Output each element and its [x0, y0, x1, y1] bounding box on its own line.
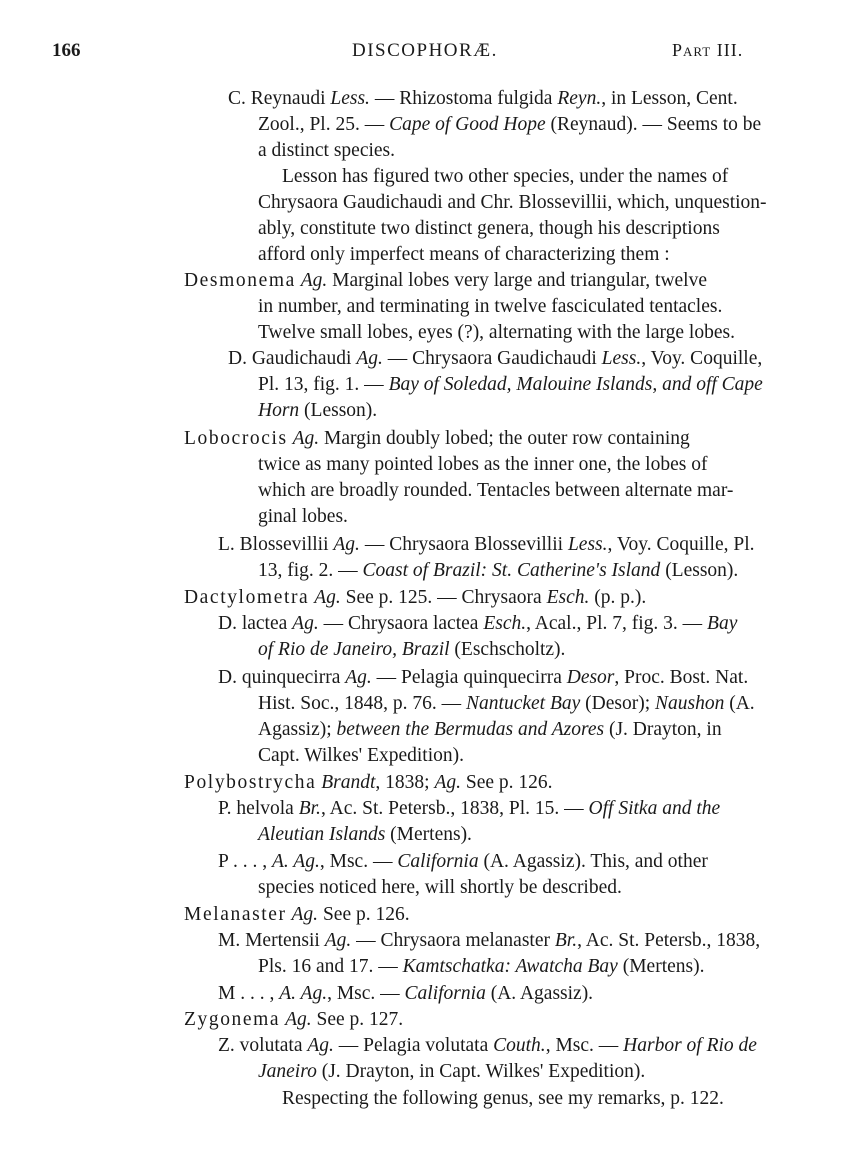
text-segment: — Chrysaora lactea [318, 613, 484, 634]
genus-line [184, 904, 410, 926]
text-segment: Agassiz); [258, 719, 337, 740]
text-segment: Margin doubly lobed; the outer row containing [319, 428, 690, 449]
text-segment: Pl. 13, fig. 1. — [258, 374, 389, 395]
text-segment: which are broadly rounded. Tentacles between alternate mar- [258, 480, 734, 501]
genus-line [184, 428, 690, 450]
part-label: Part III. [672, 40, 744, 60]
page-header [0, 40, 850, 70]
text-segment: L. Blossevillii [218, 534, 334, 555]
text-line [258, 693, 755, 715]
italic-text: Esch. [546, 587, 590, 608]
text-line [228, 348, 762, 370]
text-line [258, 140, 395, 162]
text-segment: (A. Agassiz). This, and other [478, 851, 708, 872]
text-segment: , Acal., Pl. 7, fig. 3. — [526, 613, 708, 634]
italic-text: Ag. [292, 428, 320, 449]
text-segment: Twelve small lobes, eyes (?), alternating with the large lobes. [258, 322, 735, 343]
italic-text: Desor [566, 667, 615, 688]
text-segment: afford only imperfect means of characterizing them : [258, 244, 670, 265]
text-line [258, 374, 763, 396]
text-segment: — Pelagia quinquecirra [371, 667, 567, 688]
text-line [258, 956, 704, 978]
italic-text: Ag. [307, 1035, 334, 1056]
genus-name: Zygonema [184, 1009, 281, 1030]
text-segment: , in Lesson, Cent. [601, 88, 738, 109]
text-segment: (p. p.). [589, 587, 647, 608]
text-line [258, 244, 670, 266]
text-segment: See p. 126. [461, 772, 553, 793]
italic-text: Coast of Brazil: St. Catherine's Island [362, 560, 661, 581]
text-segment: 13, fig. 2. — [258, 560, 363, 581]
text-segment: Marginal lobes very large and triangular, twelve [327, 270, 708, 291]
text-segment: Chrysaora Gaudichaudi and Chr. Blossevillii, which, unquestion- [258, 192, 767, 213]
genus-line [184, 270, 707, 292]
text-segment: See p. 127. [311, 1009, 404, 1030]
text-line [258, 322, 735, 344]
italic-text: Brandt [321, 772, 376, 793]
text-segment: P. helvola [218, 798, 299, 819]
text-line [258, 877, 622, 899]
text-line [218, 983, 593, 1005]
italic-text: A. Ag. [279, 983, 328, 1004]
italic-text: Br. [554, 930, 578, 951]
italic-text: California [397, 851, 479, 872]
text-line [228, 88, 738, 110]
italic-text: Ag. [345, 667, 372, 688]
text-segment: M. Mertensii [218, 930, 325, 951]
italic-text: Reyn. [557, 88, 602, 109]
text-segment: D. quinquecirra [218, 667, 346, 688]
text-segment: , Proc. Bost. Nat. [614, 667, 749, 688]
text-segment: — Rhizostoma fulgida [369, 88, 558, 109]
text-line [282, 1088, 724, 1110]
text-segment: Capt. Wilkes' Expedition). [258, 745, 465, 766]
text-segment: in number, and terminating in twelve fasciculated tentacles. [258, 296, 723, 317]
text-segment: (Reynaud). — Seems to be [545, 114, 762, 135]
text-segment: (Mertens). [385, 824, 472, 845]
text-segment: , Voy. Coquille, Pl. [607, 534, 755, 555]
italic-text: Ag. [314, 587, 341, 608]
italic-text: Ag. [291, 904, 319, 925]
italic-text: Off Sitka and the [588, 798, 721, 819]
italic-text: Aleutian Islands [258, 824, 386, 845]
text-line [258, 480, 733, 502]
text-segment: (A. Agassiz). [485, 983, 594, 1004]
text-line [218, 798, 720, 820]
text-segment: Hist. Soc., 1848, p. 76. — [258, 693, 467, 714]
text-line [218, 613, 737, 635]
italic-text: Cape of Good Hope [389, 114, 546, 135]
text-segment: (J. Drayton, in Capt. Wilkes' Expedition). [316, 1061, 646, 1082]
text-segment: (Mertens). [617, 956, 705, 977]
text-segment: See p. 126. [318, 904, 410, 925]
running-title: DISCOPHORÆ. [352, 40, 498, 61]
genus-name: Dactylometra [184, 587, 310, 608]
genus-line [184, 587, 646, 609]
text-line [258, 218, 720, 240]
text-line [218, 1035, 757, 1057]
italic-text: of Rio de Janeiro, Brazil [258, 639, 450, 660]
text-segment: — Chrysaora Gaudichaudi [382, 348, 602, 369]
italic-text: Ag. [356, 348, 383, 369]
italic-text: Bay [707, 613, 738, 634]
text-segment: , Voy. Coquille, [641, 348, 763, 369]
text-segment: , Ac. St. Petersb., 1838, Pl. 15. — [320, 798, 589, 819]
italic-text: Less. [330, 88, 370, 109]
text-line [258, 824, 472, 846]
italic-text: Harbor of Rio de [623, 1035, 757, 1056]
genus-line [184, 1009, 403, 1031]
text-line [258, 719, 722, 741]
italic-text: Less. [567, 534, 608, 555]
text-line [258, 114, 761, 136]
italic-text: California [404, 983, 486, 1004]
genus-name: Desmonema [184, 270, 296, 291]
italic-text: Less. [601, 348, 642, 369]
text-segment: species noticed here, will shortly be described. [258, 877, 622, 898]
italic-text: Ag. [285, 1009, 312, 1030]
italic-text: Janeiro [258, 1061, 317, 1082]
text-segment: a distinct species. [258, 140, 396, 161]
page-number: 166 [52, 40, 81, 61]
text-segment: — Chrysaora melanaster [351, 930, 555, 951]
text-line [258, 745, 464, 767]
text-segment: , Ac. St. Petersb., 1838, [577, 930, 761, 951]
text-segment: Respecting the following genus, see my remarks, p. 122. [282, 1088, 724, 1109]
italic-text: Kamtschatka: Awatcha Bay [402, 956, 618, 977]
text-line [258, 506, 348, 528]
italic-text: Nantucket Bay [466, 693, 581, 714]
text-segment: , Msc. — [319, 851, 398, 872]
text-segment: (Lesson). [660, 560, 739, 581]
text-segment: , Msc. — [327, 983, 405, 1004]
text-segment: , Msc. — [545, 1035, 624, 1056]
italic-text: Ag. [300, 270, 328, 291]
text-segment: ably, constitute two distinct genera, though his descriptions [258, 218, 720, 239]
text-segment: Lesson has figured two other species, under the names of [282, 166, 729, 187]
text-line [258, 296, 722, 318]
italic-text: Esch. [483, 613, 527, 634]
italic-text: between the Bermudas and Azores [336, 719, 605, 740]
text-segment: See p. 125. — Chrysaora [340, 587, 547, 608]
text-segment: (J. Drayton, in [604, 719, 722, 740]
text-line [258, 454, 707, 476]
text-line [258, 560, 738, 582]
italic-text: Ag. [292, 613, 319, 634]
text-segment: (Lesson). [299, 400, 378, 421]
text-line [258, 400, 377, 422]
italic-text: Ag. [324, 930, 352, 951]
text-segment: (A. [724, 693, 755, 714]
text-segment: — Pelagia volutata [333, 1035, 494, 1056]
text-segment: ginal lobes. [258, 506, 348, 527]
italic-text: Ag. [434, 772, 462, 793]
text-segment: twice as many pointed lobes as the inner one, the lobes of [258, 454, 708, 475]
text-segment: D. lactea [218, 613, 293, 634]
italic-text: Bay of Soledad, Malouine Islands, and off Cape [388, 374, 763, 395]
text-segment: Pls. 16 and 17. — [258, 956, 403, 977]
text-segment: Z. volutata [218, 1035, 308, 1056]
text-line [258, 1061, 645, 1083]
text-line [258, 192, 767, 214]
text-segment: (Desor); [580, 693, 655, 714]
italic-text: A. Ag. [272, 851, 320, 872]
text-line [218, 667, 748, 689]
text-line [218, 534, 755, 556]
italic-text: Naushon [655, 693, 725, 714]
text-segment: , 1838; [375, 772, 435, 793]
genus-name: Polybostrycha [184, 772, 317, 793]
text-segment: M . . . , [218, 983, 280, 1004]
text-line [258, 639, 565, 661]
text-segment: D. Gaudichaudi [228, 348, 357, 369]
text-segment: — Chrysaora Blossevillii [359, 534, 568, 555]
genus-line [184, 772, 553, 794]
text-line [282, 166, 728, 188]
text-line [218, 851, 708, 873]
text-segment: P . . . , [218, 851, 272, 872]
genus-name: Melanaster [184, 904, 287, 925]
italic-text: Couth. [493, 1035, 546, 1056]
text-segment: (Eschscholtz). [449, 639, 566, 660]
italic-text: Horn [258, 400, 300, 421]
italic-text: Br. [298, 798, 321, 819]
text-segment: Zool., Pl. 25. — [258, 114, 390, 135]
text-line [218, 930, 760, 952]
italic-text: Ag. [333, 534, 360, 555]
genus-name: Lobocrocis [184, 428, 288, 449]
text-segment: C. Reynaudi [228, 88, 331, 109]
